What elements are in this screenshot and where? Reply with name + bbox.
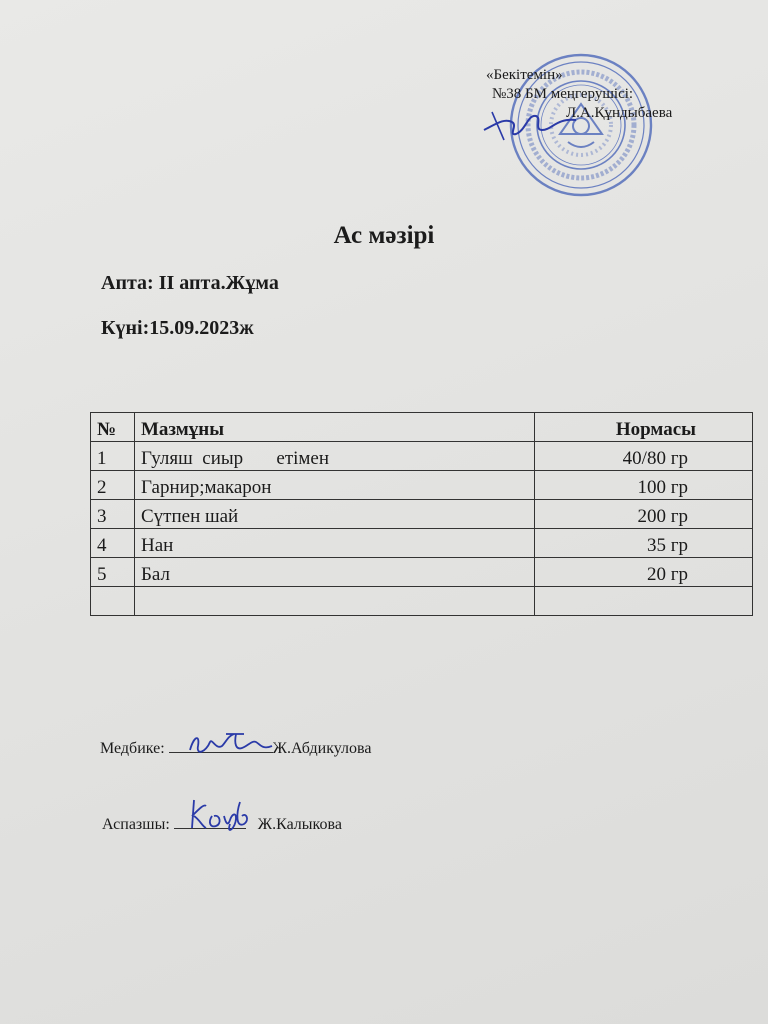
table-row	[91, 558, 753, 587]
row-number	[91, 587, 135, 616]
table-row	[91, 587, 753, 616]
document-title: Ас мәзірі	[333, 222, 435, 249]
table-row	[91, 471, 753, 500]
row-number: 5	[91, 558, 135, 587]
date-line: Күні:15.09.2023ж	[101, 317, 254, 339]
cook-name: Ж.Калыкова	[257, 816, 342, 833]
header-norm: Нормасы	[535, 413, 753, 442]
approval-heading: «Бекітемін»	[486, 67, 563, 83]
row-number: 3	[91, 500, 135, 529]
row-number: 1	[91, 442, 135, 471]
nurse-name: Ж.Абдикулова	[272, 740, 372, 757]
header-number: №	[91, 413, 135, 442]
menu-table	[90, 412, 753, 616]
row-content	[135, 587, 535, 616]
row-number: 2	[91, 471, 135, 500]
row-content: Гарнир;макарон	[135, 471, 535, 500]
row-content: Бал	[135, 558, 535, 587]
approval-name: Л.А.Құндыбаева	[566, 105, 673, 121]
nurse-role: Медбике:	[100, 740, 165, 757]
row-norm	[535, 587, 753, 616]
cook-signature	[186, 794, 256, 838]
row-content: Гуляш сиыр етімен	[135, 442, 535, 471]
week-line: Апта: II апта.Жұма	[101, 272, 279, 294]
table-row	[91, 442, 753, 471]
approval-position: №38 БМ меңгерушісі:	[492, 86, 634, 102]
row-content: Сүтпен шай	[135, 500, 535, 529]
approval-block	[486, 66, 672, 123]
cook-role: Аспазшы:	[102, 816, 170, 833]
row-norm: 40/80 гр	[535, 442, 753, 471]
table-row	[91, 529, 753, 558]
table-header-row	[91, 413, 753, 442]
nurse-signature	[186, 728, 276, 762]
header-content: Мазмұны	[135, 413, 535, 442]
row-norm: 200 гр	[535, 500, 753, 529]
row-number: 4	[91, 529, 135, 558]
row-content: Нан	[135, 529, 535, 558]
table-row	[91, 500, 753, 529]
row-norm: 20 гр	[535, 558, 753, 587]
row-norm: 35 гр	[535, 529, 753, 558]
row-norm: 100 гр	[535, 471, 753, 500]
